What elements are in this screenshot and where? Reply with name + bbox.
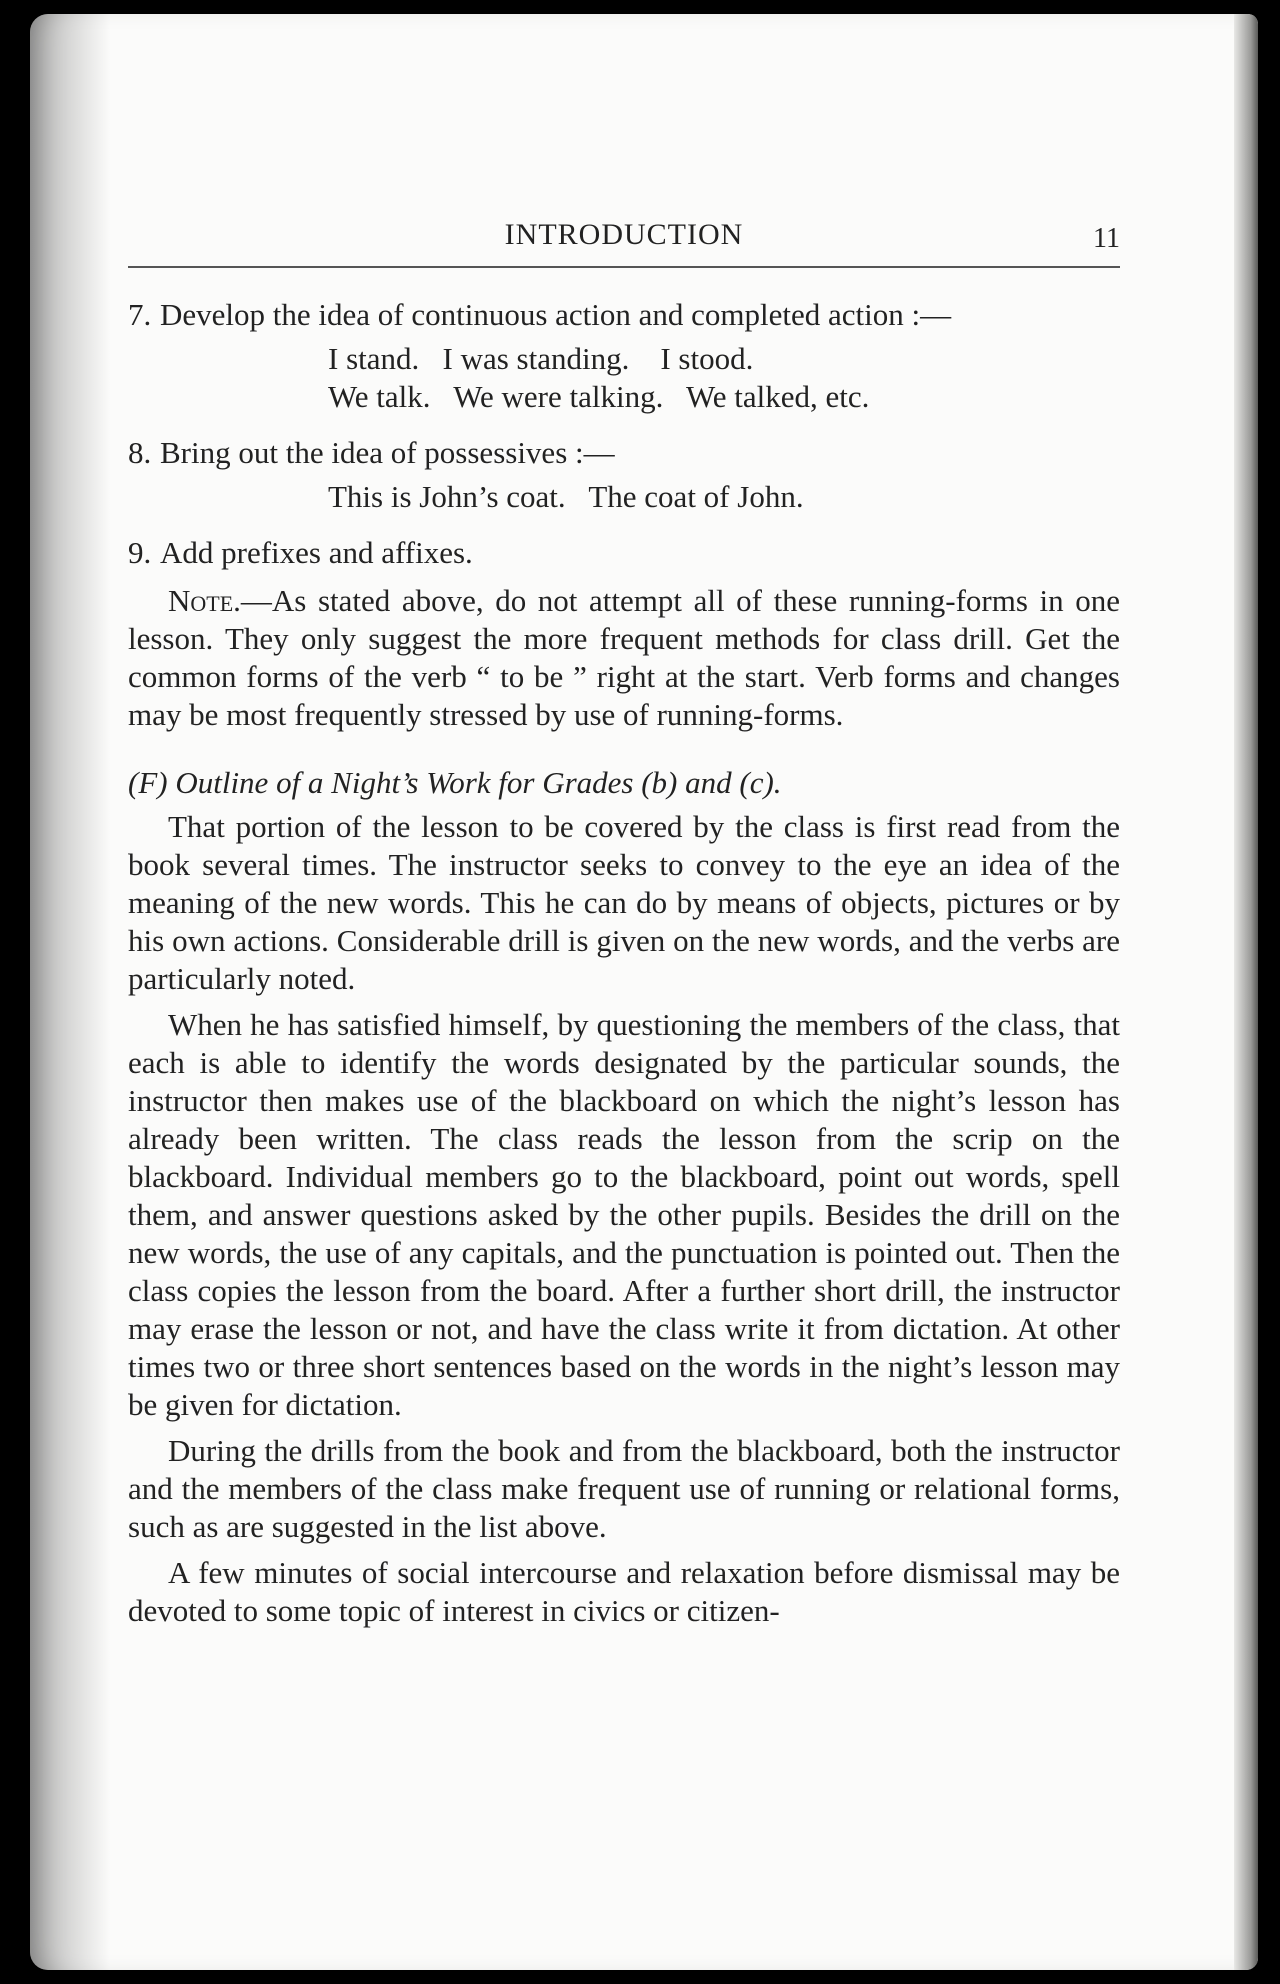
running-head (128, 210, 1120, 268)
note-paragraph (128, 582, 1120, 734)
item-text: Add prefixes and affixes. (160, 535, 473, 570)
paragraph: A few minutes of social intercourse and relaxation before dismissal may be devoted to some topic of interest in civics or citizen- (128, 1555, 1120, 1628)
running-title: INTRODUCTION (504, 218, 744, 251)
section-heading: (F) Outline of a Night’s Work for Grades (b) and (c). (128, 765, 782, 800)
example-lines-8 (328, 478, 1120, 516)
gutter-shadow (30, 14, 110, 1970)
paragraph: That portion of the lesson to be covered by the class is first read from the book several times. The instructor seeks to convey to the eye an idea of the meaning of the new words. This he can do by means of objects, pictures or by his own actions. Considerable drill is given on the new words, and the verbs are particularly noted. (128, 809, 1120, 996)
note-label: Note. (168, 583, 241, 618)
paragraph: During the drills from the book and from the blackboard, both the instructor and the members of the class make frequent use of running or relational forms, such as are suggested in the list above. (128, 1433, 1120, 1544)
example-line: I stand. I was standing. I stood. (328, 341, 754, 376)
list-item-9 (128, 534, 1120, 572)
page-text (128, 210, 1120, 1638)
list-item-7 (128, 296, 1120, 334)
item-number: 9. (128, 535, 152, 570)
item-text: Bring out the idea of possessives :— (160, 435, 615, 470)
page-edge-stack (1234, 14, 1258, 1970)
example-line: This is John’s coat. The coat of John. (328, 479, 804, 514)
example-lines-7 (328, 340, 1120, 416)
note-text: —As stated above, do not attempt all of these running-forms in one lesson. They only suggest the more frequent methods for class drill. Get the common forms of the verb “ to be ” right at the start. Verb forms and changes may be most frequently stressed by use of running-forms. (128, 583, 1120, 732)
page-number: 11 (1093, 223, 1120, 254)
paragraph: When he has satisfied himself, by questioning the members of the class, that each is able to identify the words designated by the particular sounds, the instructor then makes use of the blackboard on which the night’s lesson has already been written. The class reads the lesson from the scrip on the blackboard. Individual members go to the blackboard, point out words, spell them, and answer questions asked by the other pupils. Besides the drill on the new words, the use of any capitals, and the punctuation is pointed out. Then the class copies the lesson from the board. After a further short drill, the instructor may erase the lesson or not, and have the class write it from dictation. At other times two or three short sentences based on the words in the night’s lesson may be given for dictation. (128, 1007, 1120, 1422)
example-line: We talk. We were talking. We talked, etc. (328, 379, 870, 414)
item-text: Develop the idea of continuous action and completed action :— (160, 297, 952, 332)
list-item-8 (128, 434, 1120, 472)
item-number: 8. (128, 435, 152, 470)
item-number: 7. (128, 297, 152, 332)
